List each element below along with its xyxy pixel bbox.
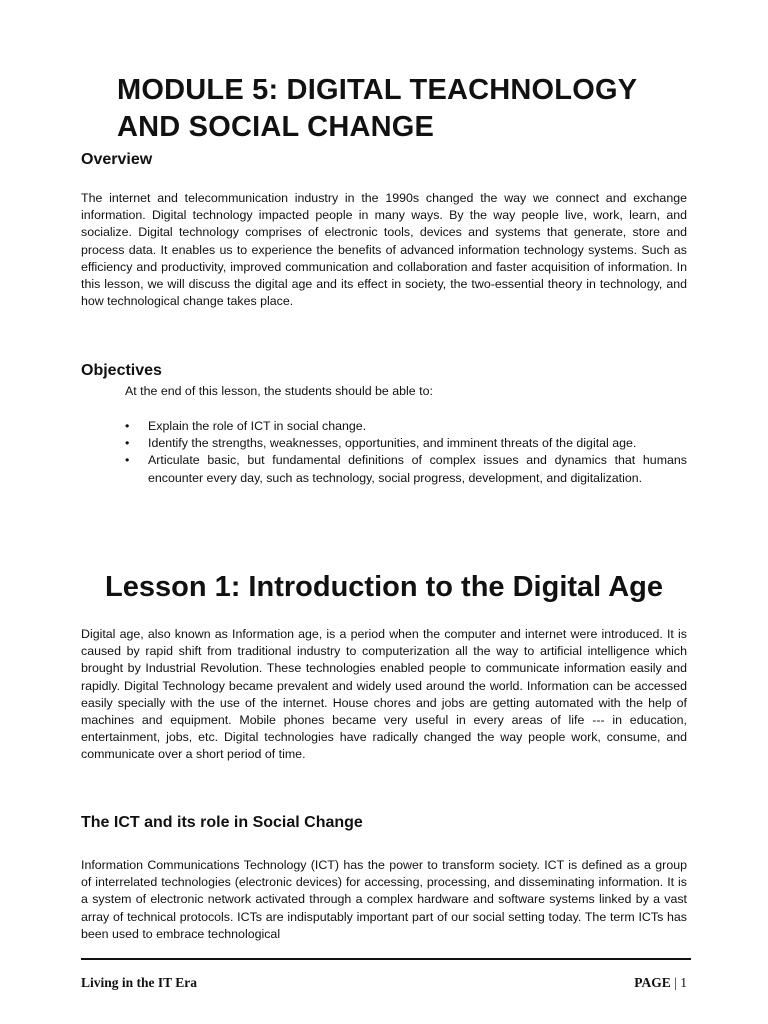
objective-text: Explain the role of ICT in social change. <box>148 419 367 433</box>
lesson-paragraph: Digital age, also known as Information age, is a period when the computer and internet were introduced. It is caused by rapid shift from traditional industry to computerization all the way to artificial intelligence which brought by Industrial Revolution. These technologies enabled people to communicate information easily and rapidly. Digital Technology became prevalent and widely used around the world. Information can be accessed easily specially with the use of the internet. House chores and jobs are getting automated with the help of machines and equipment. Mobile phones became very useful in every areas of life --- in education, entertainment, jobs, etc. Digital technologies have radically changed the way people work, consume, and communicate over a short period of time. <box>81 627 687 762</box>
overview-heading: Overview <box>81 151 153 168</box>
objective-text: Articulate basic, but fundamental definitions of complex issues and dynamics that humans encounter every day, such as technology, social progress, development, and digitalization. <box>148 453 687 485</box>
objective-text: Identify the strengths, weaknesses, opportunities, and imminent threats of the digital age. <box>148 436 637 451</box>
page-label: PAGE <box>634 975 671 990</box>
bullet-icon: • <box>125 419 130 433</box>
objectives-list <box>125 418 687 487</box>
bullet-icon: • <box>125 453 130 468</box>
overview-paragraph: The internet and telecommunication industry in the 1990s changed the way we connect and exchange information. Digital technology impacted people in many ways. By the way people live, work, learn, and socialize. Digital technology comprises of electronic tools, devices and systems that generate, store and process data. It enables us to experience the benefits of advanced information technology systems. Such as efficiency and productivity, improved communication and collaboration and faster acquisition of information. In this lesson, we will discuss the digital age and its effect in society, the two-essential theory in technology, and how technological change takes place. <box>81 191 687 309</box>
module-title-line2: AND SOCIAL CHANGE <box>117 111 435 143</box>
objectives-heading: Objectives <box>81 362 162 379</box>
page-separator: | <box>670 975 681 990</box>
module-title-line1: MODULE 5: DIGITAL TEACHNOLOGY <box>117 74 638 106</box>
footer-divider <box>81 958 691 960</box>
module-title <box>117 72 637 146</box>
list-item <box>125 418 687 435</box>
footer-page-indicator <box>634 975 687 991</box>
list-item <box>125 435 687 452</box>
list-item <box>125 452 687 486</box>
footer-course-title: Living in the IT Era <box>81 975 198 990</box>
ict-paragraph: Information Communications Technology (ICT) has the power to transform society. ICT is defined as a group of interrelated technologies (electronic devices) for accessing, processing, and disseminating information. It is a system of electronic network activated through a complex hardware and software systems linked by a vast array of technical protocols. ICTs are indisputably important part of our social setting today. The term ICTs has been used to embrace technological <box>81 858 687 941</box>
page-number: 1 <box>680 975 687 990</box>
lesson-title: Lesson 1: Introduction to the Digital Age <box>105 571 663 603</box>
bullet-icon: • <box>125 436 130 451</box>
objectives-intro: At the end of this lesson, the students should be able to: <box>125 384 433 398</box>
ict-heading: The ICT and its role in Social Change <box>81 814 363 831</box>
